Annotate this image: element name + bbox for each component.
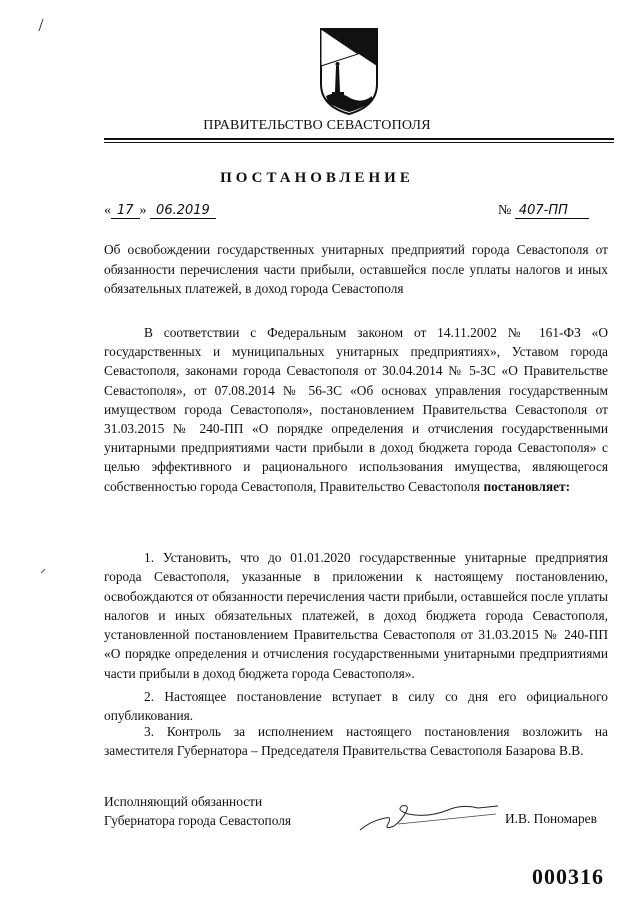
header-divider-thick — [104, 138, 614, 140]
serial-number: 000316 — [532, 864, 604, 889]
date-open-quote: « — [104, 203, 111, 218]
resolves-keyword: постановляет: — [483, 478, 571, 494]
document-type-heading: ПОСТАНОВЛЕНИЕ — [220, 170, 414, 186]
scan-mark — [40, 568, 46, 574]
header-divider-thin — [104, 142, 614, 143]
date-day: 17 — [111, 203, 140, 219]
sevastopol-coat-of-arms-icon — [318, 26, 380, 116]
signatory-position-line-2: Губернатора города Севастополя — [104, 813, 292, 828]
date-close-quote: » — [139, 203, 147, 218]
preamble-paragraph — [104, 323, 608, 496]
number-prefix: № — [498, 203, 512, 218]
organization-title: ПРАВИТЕЛЬСТВО СЕВАСТОПОЛЯ — [203, 118, 431, 133]
document-date — [104, 203, 216, 219]
signatory-position — [104, 792, 291, 830]
signatory-position-line-1: Исполняющий обязанности — [104, 794, 263, 809]
handwritten-signature — [358, 796, 500, 836]
document-number — [498, 203, 589, 219]
preamble-text: В соответствии с Федеральным законом от 14.11.2002 № 161-ФЗ «О государственных и муниципальных унитарных предприятиях», Уставом города Севастополя, законами города Севастополя от 30.04.2014 № 5-ЗС «О Правительстве Севастополя», от 07.08.2014 № 56-ЗС «Об основах управления государственным имуществом города Севастополя», постановлением Правительства Севастополя от 31.03.2015 № 240-ПП «О порядке определения и отчисления государственными унитарными предприятиями части прибыли в доход бюджета города Севастополя» с целью эффективного и рационального использования имущества, являющегося собственностью города Севастополя, Правительство Севастополя — [104, 325, 608, 494]
clause-2: 2. Настоящее постановление вступает в силу со дня его официального опубликования. — [104, 689, 608, 724]
signatory-name: И.В. Пономарев — [505, 811, 597, 826]
clause-3: 3. Контроль за исполнением настоящего постановления возложить на заместителя Губернатора – Председателя Правительства Севастополя Базарова В.В. — [104, 724, 608, 759]
scan-mark — [38, 18, 44, 32]
document-subject: Об освобождении государственных унитарных предприятий города Севастополя от обязанности перечисления части прибыли, оставшейся после уплаты налогов и иных обязательных платежей, в доход города Севастополя — [104, 242, 608, 296]
date-month-year: 06.2019 — [150, 203, 216, 219]
clause-1: 1. Установить, что до 01.01.2020 государственные унитарные предприятия города Севастополя, указанные в приложении к настоящему постановлению, освобождаются от обязанности перечисления части прибыли, оставшейся после уплаты налогов и иных обязательных платежей, в доход бюджета города Севастополя, установленной постановлением Правительства Севастополя от 31.03.2015 № 240-ПП «О порядке определения и отчисления государственными унитарными предприятиями части прибыли в доход бюджета города Севастополя». — [104, 550, 608, 681]
number-value: 407-ПП — [515, 203, 589, 219]
